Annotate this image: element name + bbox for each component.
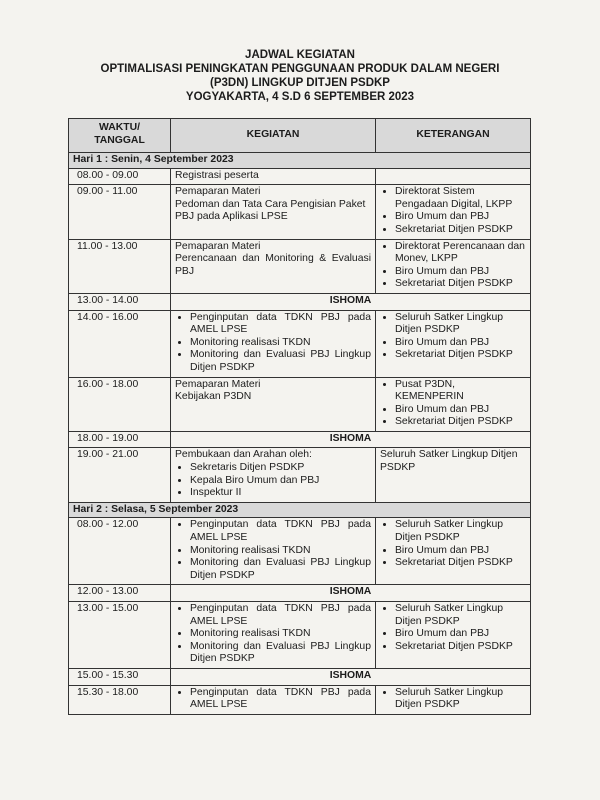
list-item: • Inspektur II bbox=[190, 487, 371, 500]
table-row bbox=[69, 602, 531, 669]
title-line-4: YOGYAKARTA, 4 S.D 6 SEPTEMBER 2023 bbox=[185, 91, 415, 103]
list-item: • Penginputan data TDKN PBJ pada AMEL LPSE bbox=[190, 519, 371, 544]
day-header-row bbox=[69, 502, 531, 518]
list-item: • Penginputan data TDKN PBJ pada AMEL LPSE bbox=[190, 312, 371, 337]
activity-line: Pedoman dan Tata Cara Pengisian Paket PBJ pada Aplikasi LPSE bbox=[175, 198, 366, 223]
notes-cell bbox=[376, 168, 531, 185]
notes-cell bbox=[376, 685, 531, 714]
list-item: • Biro Umum dan PBJ bbox=[395, 404, 526, 417]
list-item: • Biro Umum dan PBJ bbox=[395, 211, 526, 224]
time-cell: 13.00 - 15.00 bbox=[69, 602, 171, 669]
break-label: ISHOMA bbox=[171, 431, 531, 448]
list-item: • Monitoring dan Evaluasi PBJ Lingkup Ditjen PSDKP bbox=[190, 557, 371, 582]
notes-cell bbox=[376, 185, 531, 239]
time-cell: 09.00 - 11.00 bbox=[69, 185, 171, 239]
table-row bbox=[69, 448, 531, 502]
list-item: • Monitoring dan Evaluasi PBJ Lingkup Ditjen PSDKP bbox=[190, 641, 371, 666]
break-label: ISHOMA bbox=[171, 585, 531, 602]
list-item: • Biro Umum dan PBJ bbox=[395, 337, 526, 350]
table-row bbox=[69, 168, 531, 185]
list-item: • Sekretariat Ditjen PSDKP bbox=[395, 557, 526, 570]
list-item: • Direktorat Sistem Pengadaan Digital, LKPP bbox=[395, 186, 526, 211]
list-item: • Biro Umum dan PBJ bbox=[395, 628, 526, 641]
activity-line: Pemaparan Materi bbox=[175, 378, 261, 390]
activity-line: Pemaparan Materi bbox=[175, 240, 261, 252]
time-cell: 18.00 - 19.00 bbox=[69, 431, 171, 448]
notes-cell bbox=[376, 518, 531, 585]
activity-cell bbox=[171, 448, 376, 502]
title-line-3: (P3DN) LINGKUP DITJEN PSDKP bbox=[210, 77, 390, 89]
list-item: • Seluruh Satker Lingkup Ditjen PSDKP bbox=[395, 687, 526, 712]
activity-cell bbox=[171, 377, 376, 431]
activity-cell bbox=[171, 185, 376, 239]
table-row bbox=[69, 685, 531, 714]
activity-line: Pembukaan dan Arahan oleh: bbox=[175, 449, 312, 461]
break-row bbox=[69, 668, 531, 685]
break-row bbox=[69, 293, 531, 310]
day-label: Hari 2 : Selasa, 5 September 2023 bbox=[69, 502, 531, 518]
header-waktu: WAKTU/ TANGGAL bbox=[69, 119, 171, 153]
title-line-2: OPTIMALISASI PENINGKATAN PENGGUNAAN PRODUK DALAM NEGERI bbox=[100, 63, 500, 75]
list-item: • Biro Umum dan PBJ bbox=[395, 545, 526, 558]
list-item: • Monitoring dan Evaluasi PBJ Lingkup Ditjen PSDKP bbox=[190, 349, 371, 374]
header-kegiatan: KEGIATAN bbox=[171, 119, 376, 153]
notes-cell bbox=[376, 239, 531, 293]
list-item: • Monitoring realisasi TKDN bbox=[190, 545, 371, 558]
notes-cell bbox=[376, 602, 531, 669]
break-row bbox=[69, 431, 531, 448]
break-label: ISHOMA bbox=[171, 293, 531, 310]
activity-line: Perencanaan dan Monitoring & Evaluasi PBJ bbox=[175, 253, 371, 277]
break-row bbox=[69, 585, 531, 602]
activity-cell bbox=[171, 685, 376, 714]
time-cell: 13.00 - 14.00 bbox=[69, 293, 171, 310]
list-item: • Kepala Biro Umum dan PBJ bbox=[190, 475, 371, 488]
list-item: • Pusat P3DN, KEMENPERIN bbox=[395, 379, 526, 404]
list-item: • Sekretariat Ditjen PSDKP bbox=[395, 416, 526, 429]
list-item: • Seluruh Satker Lingkup Ditjen PSDKP bbox=[395, 519, 526, 544]
activity-line: Kebijakan P3DN bbox=[175, 391, 252, 403]
list-item: • Sekretariat Ditjen PSDKP bbox=[395, 641, 526, 654]
time-cell: 08.00 - 09.00 bbox=[69, 168, 171, 185]
list-item: • Penginputan data TDKN PBJ pada AMEL LPSE bbox=[190, 687, 371, 712]
list-item: • Seluruh Satker Lingkup Ditjen PSDKP bbox=[395, 603, 526, 628]
table-row bbox=[69, 310, 531, 377]
day-label: Hari 1 : Senin, 4 September 2023 bbox=[69, 153, 531, 169]
notes-cell: Seluruh Satker Lingkup Ditjen PSDKP bbox=[376, 448, 531, 502]
list-item: • Seluruh Satker Lingkup Ditjen PSDKP bbox=[395, 312, 526, 337]
list-item: • Biro Umum dan PBJ bbox=[395, 266, 526, 279]
table-row bbox=[69, 185, 531, 239]
header-keterangan: KETERANGAN bbox=[376, 119, 531, 153]
list-item: • Sekretaris Ditjen PSDKP bbox=[190, 462, 371, 475]
time-cell: 12.00 - 13.00 bbox=[69, 585, 171, 602]
time-cell: 19.00 - 21.00 bbox=[69, 448, 171, 502]
activity-cell bbox=[171, 239, 376, 293]
notes-cell bbox=[376, 310, 531, 377]
list-item: • Penginputan data TDKN PBJ pada AMEL LPSE bbox=[190, 603, 371, 628]
table-row bbox=[69, 377, 531, 431]
activity-cell: Registrasi peserta bbox=[171, 168, 376, 185]
document-title bbox=[0, 48, 600, 104]
list-item: • Sekretariat Ditjen PSDKP bbox=[395, 224, 526, 237]
time-cell: 14.00 - 16.00 bbox=[69, 310, 171, 377]
activity-cell bbox=[171, 310, 376, 377]
activity-line: Pemaparan Materi bbox=[175, 186, 261, 198]
activity-cell bbox=[171, 518, 376, 585]
list-item: • Sekretariat Ditjen PSDKP bbox=[395, 349, 526, 362]
day-header-row bbox=[69, 153, 531, 169]
time-cell: 15.30 - 18.00 bbox=[69, 685, 171, 714]
time-cell: 08.00 - 12.00 bbox=[69, 518, 171, 585]
table-header-row bbox=[69, 119, 531, 153]
activity-cell bbox=[171, 602, 376, 669]
break-label: ISHOMA bbox=[171, 668, 531, 685]
time-cell: 16.00 - 18.00 bbox=[69, 377, 171, 431]
list-item: • Monitoring realisasi TKDN bbox=[190, 628, 371, 641]
list-item: • Monitoring realisasi TKDN bbox=[190, 337, 371, 350]
notes-cell bbox=[376, 377, 531, 431]
title-line-1: JADWAL KEGIATAN bbox=[245, 49, 355, 61]
table-row bbox=[69, 518, 531, 585]
list-item: • Sekretariat Ditjen PSDKP bbox=[395, 278, 526, 291]
table-row bbox=[69, 239, 531, 293]
time-cell: 11.00 - 13.00 bbox=[69, 239, 171, 293]
schedule-table bbox=[68, 118, 531, 715]
list-item: • Direktorat Perencanaan dan Monev, LKPP bbox=[395, 241, 526, 266]
time-cell: 15.00 - 15.30 bbox=[69, 668, 171, 685]
